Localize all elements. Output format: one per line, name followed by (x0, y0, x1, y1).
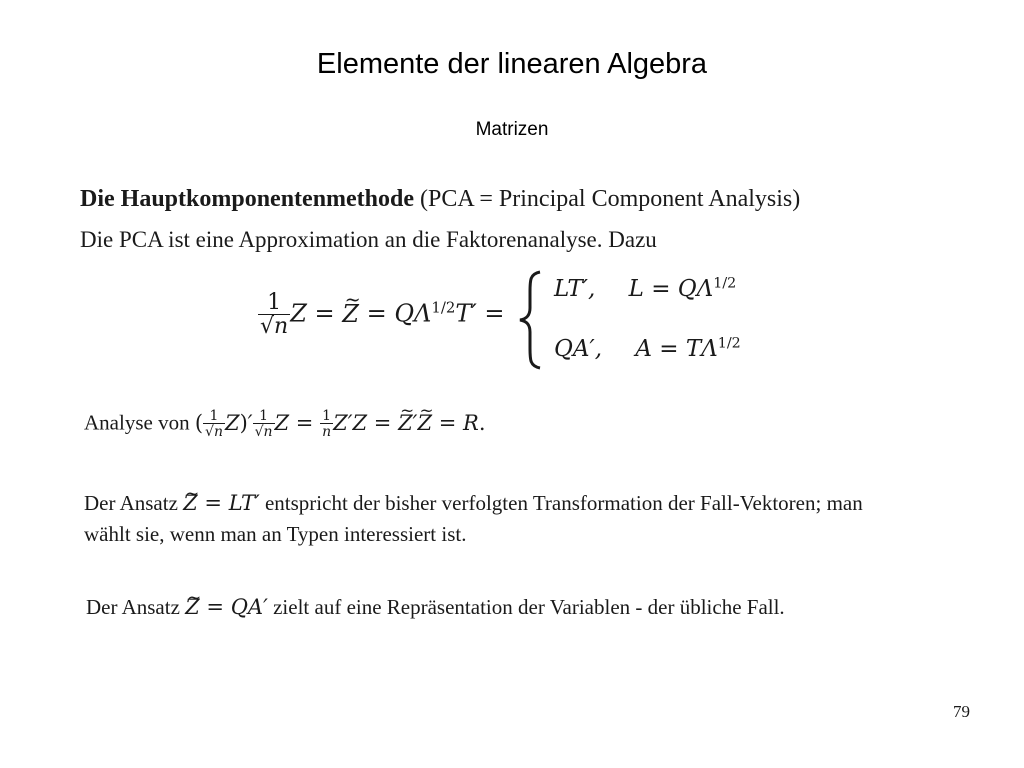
intro-text: Die PCA ist eine Approximation an die Faktorenanalyse. Dazu (80, 227, 657, 252)
analyse-label: Analyse von (84, 410, 190, 435)
page-number: 79 (953, 702, 970, 721)
heading-rest-text: (PCA = Principal Component Analysis) (420, 186, 801, 212)
section-heading (80, 186, 800, 213)
paragraph1-text: entspricht der bisher verfolgten Transformation der Fall-Vektoren; man wählt sie, wenn man an Typen interessiert ist. (84, 491, 863, 546)
paragraph-variablen (86, 592, 906, 623)
pca-main-formula (258, 270, 758, 380)
paragraph1-lead: Der Ansatz (84, 491, 178, 515)
slide-subtitle: Matrizen (475, 119, 549, 140)
analyse-formula: ( $\frac{1}{√n}$ Z)′ $\frac{1}{√n}$ Z = $\frac{1}{n}$ Z′Z = ~ Z′~ Z = R. (195, 411, 486, 435)
paragraph-typen (84, 488, 904, 550)
formula-case-1: LT′, $L = Q\Lambda^{1/2}$ (554, 275, 737, 302)
left-brace-icon (516, 270, 546, 370)
slide-title: Elemente der linearen Algebra (316, 48, 708, 80)
paragraph2-formula: ~ Z = QA′ (185, 595, 268, 619)
paragraph2-lead: Der Ansatz (86, 595, 180, 619)
paragraph2-text: zielt auf eine Repräsentation der Variablen - der übliche Fall. (273, 595, 785, 619)
heading-bold-text: Die Hauptkomponentenmethode (80, 186, 415, 212)
analyse-formula-line (84, 409, 486, 439)
formula-lhs: $\frac{1}{√n}$ Z = ~ $Z = Q\Lambda^{1/2}T'$ = (258, 292, 505, 338)
formula-case-2: QA′, $A = T\Lambda^{1/2}$ (554, 335, 741, 362)
paragraph1-formula: ~ Z = LT′ (183, 491, 260, 515)
fraction-one-over-sqrt-n: $\frac{1}{√n}$ (260, 290, 289, 339)
